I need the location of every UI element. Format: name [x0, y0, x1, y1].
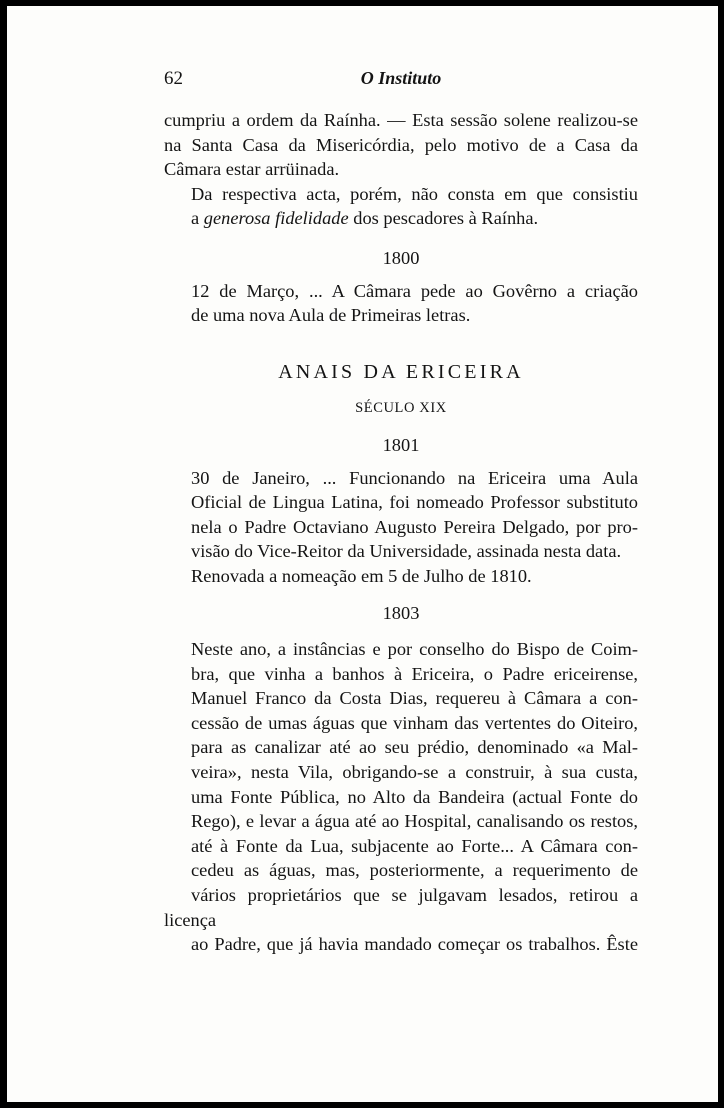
text-line: até à Fonte da Lua, subjacente ao Forte... A Câmara con-: [191, 835, 638, 856]
year-heading: 1803: [382, 602, 420, 623]
text-line: cessão de umas águas que vinham das vertentes do Oiteiro,: [191, 712, 638, 733]
text-line: bra, que vinha a banhos à Ericeira, o Padre ericeirense,: [191, 663, 638, 684]
text-line: Renovada a nomeação em 5 de Julho de 1810.: [191, 565, 532, 586]
text-line: cedeu as águas, mas, posteriormente, a requerimento de: [191, 860, 638, 881]
text-line: nela o Padre Octaviano Augusto Pereira Delgado, por pro-: [191, 516, 638, 537]
text-line: visão do Vice-Reitor da Universidade, assinada nesta data.: [191, 541, 622, 562]
text-line: 12 de Março, ... A Câmara pede ao Govêrno a criação: [191, 280, 638, 301]
section-title: ANAIS DA ERICEIRA: [278, 360, 524, 383]
text-line: na Santa Casa da Misericórdia, pelo motivo de a Casa da: [164, 134, 638, 155]
document-page: [7, 6, 718, 1102]
page-body: [164, 108, 638, 957]
paragraph: [164, 637, 638, 957]
text-line: Câmara estar arrüinada.: [164, 159, 340, 180]
section-subtitle: SÉCULO XIX: [355, 400, 447, 417]
year-heading: 1800: [382, 247, 420, 268]
text-line: Oficial de Lingua Latina, foi nomeado Professor substituto: [191, 492, 638, 513]
text-line: para as canalizar até ao seu prédio, denominado «a Mal-: [191, 737, 638, 758]
text-line: uma Fonte Pública, no Alto da Bandeira (actual Fonte do: [191, 786, 638, 807]
text-line: veira», nesta Vila, obrigando-se a construir, à sua custa,: [191, 762, 638, 783]
running-title: O Instituto: [360, 68, 442, 88]
text-line: Manuel Franco da Costa Dias, requereu à Câmara a con-: [191, 688, 638, 709]
paragraph: [164, 564, 638, 589]
text-line: Rego), e levar a água até ao Hospital, canalisando os restos,: [191, 811, 638, 832]
text-line: Neste ano, a instâncias e por conselho do Bispo de Coim-: [191, 639, 638, 660]
text-line: ao Padre, que já havia mandado começar os trabalhos. Êste: [191, 934, 638, 955]
text-line: Da respectiva acta, porém, não consta em que consistiu: [191, 183, 638, 204]
text-line: cumpriu a ordem da Raínha. — Esta sessão solene realizou-se: [164, 110, 638, 130]
paragraph: [164, 108, 638, 182]
text-line: 30 de Janeiro, ... Funcionando na Ericeira uma Aula: [191, 467, 638, 488]
page-header: [164, 68, 638, 94]
text-line: a generosa fidelidade dos pescadores à Raínha.: [191, 208, 539, 229]
paragraph: [164, 182, 638, 231]
page-number: 62: [164, 68, 183, 89]
text-line: vários proprietários que se julgavam lesados, retirou a licença: [164, 885, 638, 930]
paragraph: [164, 466, 638, 564]
paragraph: [164, 279, 638, 328]
year-heading: 1801: [382, 434, 420, 455]
text-line: de uma nova Aula de Primeiras letras.: [191, 305, 471, 326]
emphasis: generosa fidelidade: [203, 208, 349, 229]
